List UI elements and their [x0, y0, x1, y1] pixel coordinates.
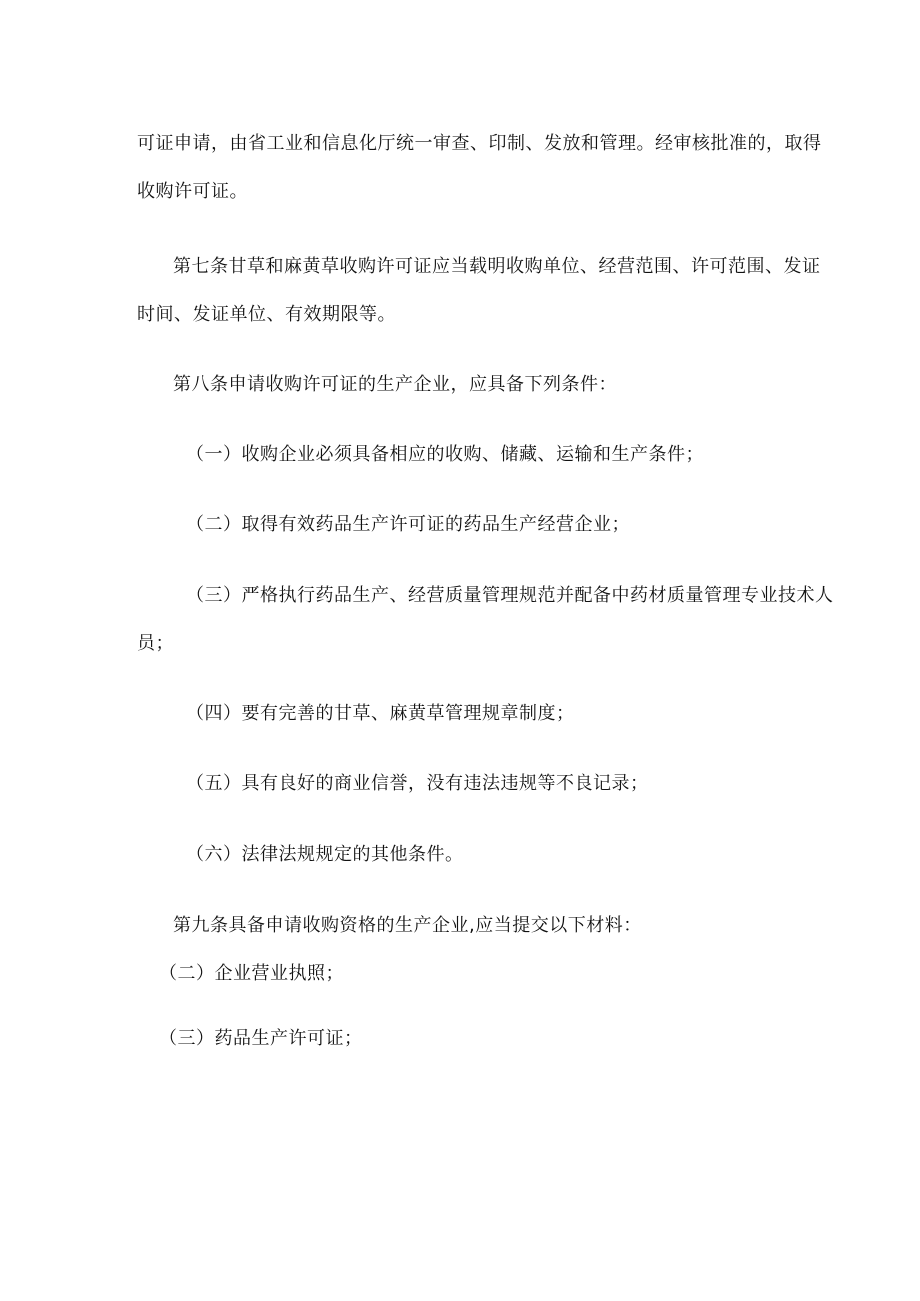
article-9-item-3: （三）药品生产许可证； — [159, 1028, 363, 1049]
article-7-line-2: 时间、发证单位、有效期限等。 — [137, 304, 396, 325]
article-8-item-3-continued: 员； — [137, 633, 174, 654]
article-8-item-3: （三）严格执行药品生产、经营质量管理规范并配备中药材质量管理专业技术人 — [186, 585, 834, 606]
paragraph-continued-line-2: 收购许可证。 — [137, 181, 248, 202]
article-9-item-2: （二）企业营业执照； — [159, 963, 344, 984]
article-8-item-5: （五）具有良好的商业信誉，没有违法违规等不良记录； — [186, 773, 649, 794]
article-7-line-1: 第七条甘草和麻黄草收购许可证应当载明收购单位、经营范围、许可范围、发证 — [173, 256, 821, 277]
paragraph-continued-line-1: 可证申请，由省工业和信息化厅统一审查、印制、发放和管理。经审核批准的，取得 — [137, 133, 822, 154]
article-8-item-6: （六）法律法规规定的其他条件。 — [186, 844, 464, 865]
article-8-item-1: （一）收购企业必须具备相应的收购、储藏、运输和生产条件； — [186, 444, 704, 465]
article-9-intro: 第九条具备申请收购资格的生产企业,应当提交以下材料： — [173, 915, 642, 936]
article-8-item-2: （二）取得有效药品生产许可证的药品生产经营企业； — [186, 514, 630, 535]
article-8-item-4: （四）要有完善的甘草、麻黄草管理规章制度； — [186, 703, 575, 724]
article-8-intro: 第八条申请收购许可证的生产企业，应具备下列条件： — [173, 374, 617, 395]
